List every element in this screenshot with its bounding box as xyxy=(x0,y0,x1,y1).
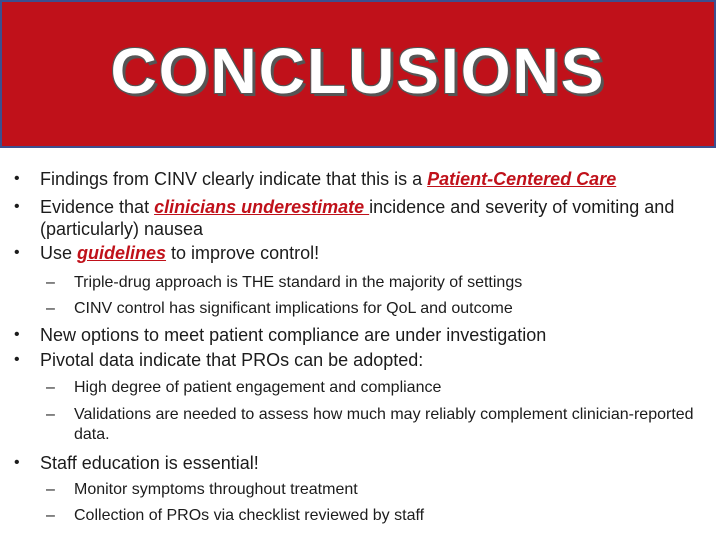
text-run: CINV control has significant implications for QoL and outcome xyxy=(74,300,513,317)
dash-marker: – xyxy=(46,507,55,524)
bullet-text xyxy=(74,506,710,526)
bullet-text xyxy=(74,405,710,445)
text-run: incidence and severity of vomiting and (particularly) nausea xyxy=(40,197,675,239)
text-run: New options to meet patient compliance are under investigation xyxy=(40,325,547,345)
text-run: to improve control! xyxy=(166,243,320,263)
text-run: High degree of patient engagement and compliance xyxy=(74,379,442,396)
text-run: Monitor symptoms throughout treatment xyxy=(74,481,358,498)
slide-title: CONCLUSIONS xyxy=(110,35,606,107)
bullet-marker: • xyxy=(14,454,20,471)
text-run: Use xyxy=(40,243,78,263)
dash-marker: – xyxy=(46,406,55,423)
text-run: Triple-drug approach is THE standard in the majority of settings xyxy=(74,274,523,291)
title-banner xyxy=(0,0,716,148)
text-run: Pivotal data indicate that PROs can be adopted: xyxy=(40,350,424,370)
bullet-marker: • xyxy=(14,244,20,261)
bullet-text xyxy=(40,242,710,264)
bullet-marker: • xyxy=(14,326,20,343)
bullet-text xyxy=(40,452,710,474)
text-run: Findings from CINV clearly indicate that this is a xyxy=(40,169,428,189)
bullet-marker: • xyxy=(14,351,20,368)
dash-marker: – xyxy=(46,300,55,317)
dash-marker: – xyxy=(46,274,55,291)
text-run: Validations are needed to assess how much may reliably complement clinician-reported data. xyxy=(74,406,694,443)
bullet-text xyxy=(40,168,710,190)
highlighted-phrase: guidelines xyxy=(77,243,167,263)
bullet-text xyxy=(74,480,710,500)
text-run: Evidence that xyxy=(40,197,155,217)
bullet-marker: • xyxy=(14,170,20,187)
dash-marker: – xyxy=(46,481,55,498)
text-run: Staff education is essential! xyxy=(40,453,259,473)
dash-marker: – xyxy=(46,379,55,396)
text-run: Collection of PROs via checklist reviewed by staff xyxy=(74,507,425,524)
bullet-marker: • xyxy=(14,198,20,215)
bullet-text xyxy=(74,299,710,319)
bullet-text xyxy=(74,378,710,398)
highlighted-phrase: clinicians underestimate xyxy=(154,197,370,217)
bullet-text xyxy=(40,349,710,371)
bullet-text xyxy=(74,273,710,293)
bullet-text xyxy=(40,324,710,346)
bullet-text xyxy=(40,196,710,240)
highlighted-phrase: Patient-Centered Care xyxy=(427,169,617,189)
